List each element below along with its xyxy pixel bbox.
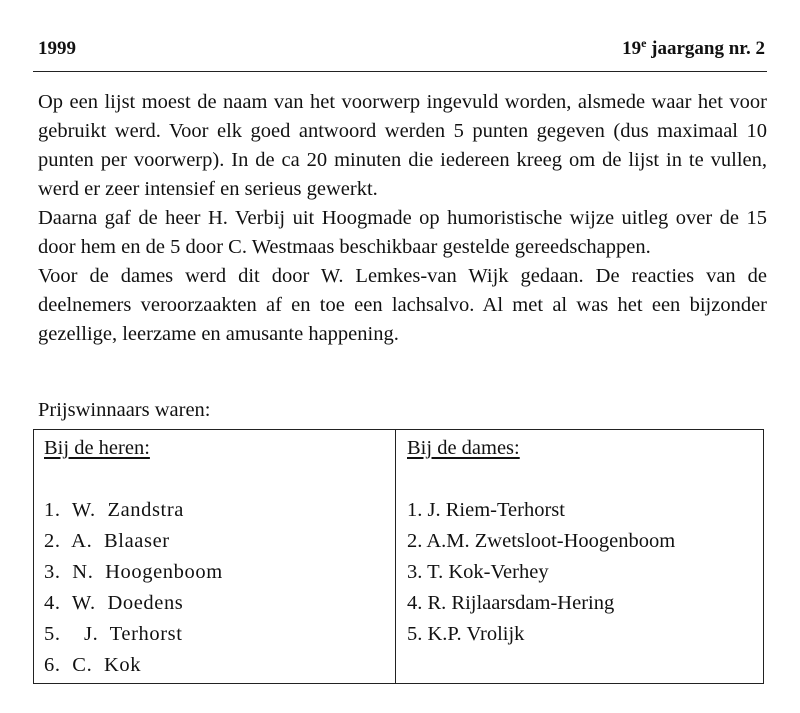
women-column	[396, 430, 763, 683]
list-item: 4. R. Rijlaarsdam-Hering	[407, 592, 615, 614]
list-item: 4. W. Doedens	[44, 592, 184, 614]
paragraph: Voor de dames werd dit door W. Lemkes-van Wijk gedaan. De reacties van de deelnemers veroorzaakten af en toe een lachsalvo. Al met al was het een bijzonder gezellige, leerzame en amusante happening.	[38, 265, 767, 345]
women-list	[407, 495, 763, 650]
list-item: 1. W. Zandstra	[44, 499, 184, 521]
article-body	[38, 88, 767, 349]
women-heading: Bij de dames:	[407, 437, 520, 459]
list-item: 5. J. Terhorst	[44, 623, 183, 645]
volume-rest: jaargang nr. 2	[646, 38, 765, 59]
header-rule	[33, 71, 767, 72]
page-header	[38, 38, 765, 60]
volume-suffix: e	[641, 36, 647, 50]
list-item: 5. K.P. Vrolijk	[407, 623, 525, 645]
men-column	[34, 430, 396, 683]
winners-table	[33, 429, 764, 684]
men-list	[44, 495, 395, 681]
paragraph: Daarna gaf de heer H. Verbij uit Hoogmade op humoristische wijze uitleg over de 15 door hem en de 5 door C. Westmaas beschikbaar gestelde gereedschappen.	[38, 207, 767, 258]
list-item: 1. J. Riem-Terhorst	[407, 499, 565, 521]
list-item: 2. A. Blaaser	[44, 530, 170, 552]
header-year: 1999	[38, 38, 76, 59]
volume-number: 19	[622, 38, 642, 59]
list-item: 6. C. Kok	[44, 654, 142, 676]
list-item: 2. A.M. Zwetsloot-Hoogenboom	[407, 530, 676, 552]
list-item: 3. N. Hoogenboom	[44, 561, 223, 583]
winners-title: Prijswinnaars waren:	[38, 399, 211, 421]
header-volume	[622, 38, 765, 60]
paragraph: Op een lijst moest de naam van het voorwerp ingevuld worden, alsmede waar het voor gebruikt werd. Voor elk goed antwoord werden 5 punten gegeven (dus maximaal 10 punten per voorwerp). In de ca 20 minuten die iedereen kreeg om de lijst in te vullen, werd er zeer intensief en serieus gewerkt.	[38, 91, 767, 200]
list-item: 3. T. Kok-Verhey	[407, 561, 549, 583]
men-heading: Bij de heren:	[44, 437, 150, 459]
